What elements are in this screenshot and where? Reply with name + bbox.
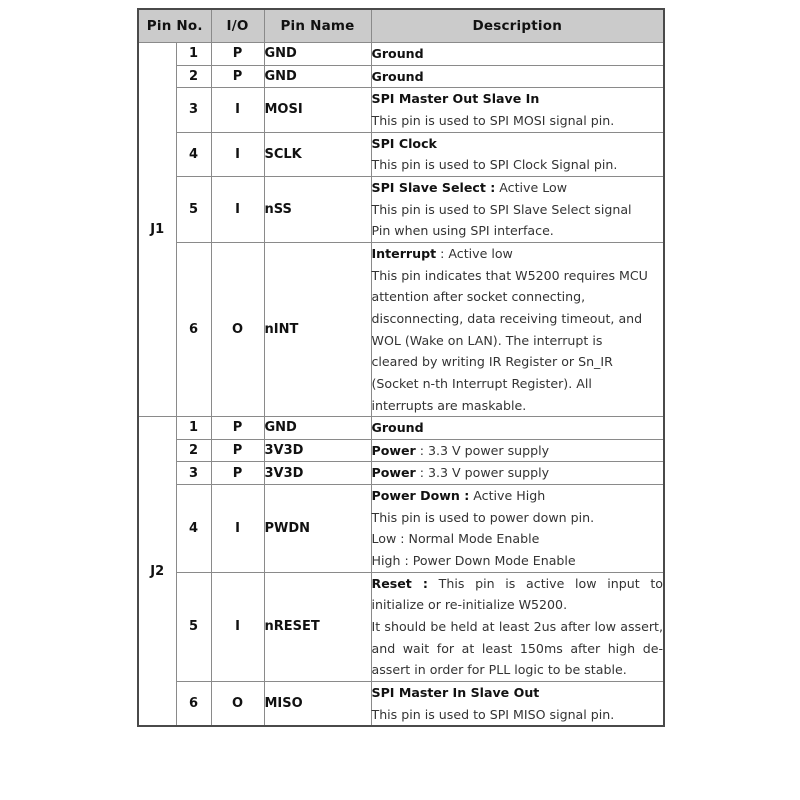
description-label: Power — [371, 442, 416, 458]
description-line — [372, 66, 664, 88]
description-line: Interrupt : Active low — [371, 245, 513, 261]
cell-io-type: I — [211, 132, 264, 176]
description-line: Power Down : Active High — [371, 488, 546, 504]
description-line — [372, 88, 664, 110]
cell-pin-name: nSS — [264, 176, 371, 242]
column-header-description: Description — [371, 9, 664, 43]
cell-pin-number: 5 — [176, 572, 211, 681]
cell-pin-name: SCLK — [264, 132, 371, 176]
cell-description — [371, 682, 664, 727]
table-row — [138, 132, 664, 176]
cell-description — [371, 439, 664, 462]
description-line: (Socket n-th Interrupt Register). All — [371, 375, 592, 391]
header-row — [138, 9, 664, 43]
table-row — [138, 485, 664, 573]
description-line: disconnecting, data receiving timeout, and — [371, 310, 643, 326]
description-line: cleared by writing IR Register or Sn_IR — [371, 354, 613, 370]
description-line: This pin is used to power down pin. — [371, 509, 595, 525]
description-label: Ground — [371, 420, 424, 436]
cell-description — [371, 572, 664, 681]
cell-pin-number: 6 — [176, 242, 211, 416]
description-label: Ground — [371, 68, 424, 84]
cell-io-type: P — [211, 439, 264, 462]
table-row — [138, 572, 664, 681]
cell-pin-number: 6 — [176, 682, 211, 727]
description-line: High : Power Down Mode Enable — [371, 553, 576, 569]
description-line: WOL (Wake on LAN). The interrupt is — [371, 332, 603, 348]
cell-io-type: P — [211, 65, 264, 88]
cell-description — [371, 417, 664, 440]
cell-pin-number: 5 — [176, 176, 211, 242]
column-header-pin-no: Pin No. — [138, 9, 211, 43]
description-line: Power : 3.3 V power supply — [371, 442, 550, 458]
description-line: Reset : This pin is active low input to initialize or re-initialize W5200. — [371, 575, 663, 613]
table-row — [138, 242, 664, 416]
description-label: SPI Master In Slave Out — [371, 685, 540, 701]
column-header-io: I/O — [211, 9, 264, 43]
description-line — [372, 43, 664, 65]
cell-io-type: P — [211, 417, 264, 440]
cell-io-type: I — [211, 485, 264, 573]
cell-description — [371, 65, 664, 88]
cell-io-type: P — [211, 462, 264, 485]
cell-description — [371, 43, 664, 66]
description-label: SPI Master Out Slave In — [371, 91, 540, 107]
table-row — [138, 88, 664, 132]
table-row — [138, 65, 664, 88]
cell-pin-number: 3 — [176, 462, 211, 485]
cell-description — [371, 242, 664, 416]
cell-pin-name: PWDN — [264, 485, 371, 573]
cell-io-type: O — [211, 242, 264, 416]
cell-description — [371, 485, 664, 573]
description-line: Low : Normal Mode Enable — [371, 531, 540, 547]
description-line — [372, 417, 664, 439]
connector-group-label-j2: J2 — [138, 417, 176, 727]
description-label: Ground — [371, 46, 424, 61]
cell-pin-name: GND — [264, 43, 371, 66]
description-line — [372, 133, 664, 155]
connector-group-label-j1: J1 — [138, 43, 176, 417]
description-label: SPI Clock — [371, 135, 437, 151]
cell-description — [371, 132, 664, 176]
table-row — [138, 682, 664, 727]
description-line: It should be held at least 2us after low assert, and wait for at least 150ms after high de-assert in order for PLL logic to be stable. — [371, 619, 663, 678]
cell-io-type: I — [211, 572, 264, 681]
cell-pin-number: 4 — [176, 485, 211, 573]
cell-pin-name: nRESET — [264, 572, 371, 681]
cell-description — [371, 88, 664, 132]
cell-pin-number: 2 — [176, 439, 211, 462]
cell-pin-name: GND — [264, 65, 371, 88]
cell-io-type: O — [211, 682, 264, 727]
column-header-pin-name: Pin Name — [264, 9, 371, 43]
cell-io-type: I — [211, 176, 264, 242]
pin-description-table — [137, 8, 665, 727]
description-label: SPI Slave Select : — [371, 179, 496, 195]
cell-description — [371, 462, 664, 485]
table-row — [138, 417, 664, 440]
description-label: Reset : — [371, 575, 428, 591]
description-line: This pin is used to SPI MISO signal pin. — [371, 706, 615, 722]
cell-pin-name: nINT — [264, 242, 371, 416]
cell-pin-name: MOSI — [264, 88, 371, 132]
description-label: Power Down : — [371, 488, 470, 504]
cell-pin-name: 3V3D — [264, 462, 371, 485]
table-row — [138, 43, 664, 66]
description-line: This pin is used to SPI Slave Select signal — [371, 201, 632, 217]
description-line: This pin indicates that W5200 requires MCU — [371, 267, 648, 283]
description-line: interrupts are maskable. — [371, 397, 527, 413]
table-row — [138, 176, 664, 242]
cell-pin-number: 3 — [176, 88, 211, 132]
description-line: This pin is used to SPI MOSI signal pin. — [371, 112, 615, 128]
cell-pin-name: GND — [264, 417, 371, 440]
cell-pin-number: 1 — [176, 417, 211, 440]
cell-io-type: P — [211, 43, 264, 66]
description-line: Power : 3.3 V power supply — [371, 465, 550, 481]
description-line: This pin is used to SPI Clock Signal pin. — [371, 157, 618, 173]
description-label: Power — [371, 465, 416, 481]
description-line: attention after socket connecting, — [371, 289, 586, 305]
table-header — [138, 9, 664, 43]
table-row — [138, 439, 664, 462]
description-line: Pin when using SPI interface. — [371, 223, 554, 239]
cell-io-type: I — [211, 88, 264, 132]
description-line — [372, 682, 664, 704]
cell-description — [371, 176, 664, 242]
description-label: Interrupt — [371, 245, 437, 261]
cell-pin-number: 4 — [176, 132, 211, 176]
cell-pin-number: 2 — [176, 65, 211, 88]
cell-pin-number: 1 — [176, 43, 211, 66]
cell-pin-name: MISO — [264, 682, 371, 727]
cell-pin-name: 3V3D — [264, 439, 371, 462]
table-body — [138, 43, 664, 727]
table-row — [138, 462, 664, 485]
description-line: SPI Slave Select : Active Low — [371, 179, 568, 195]
